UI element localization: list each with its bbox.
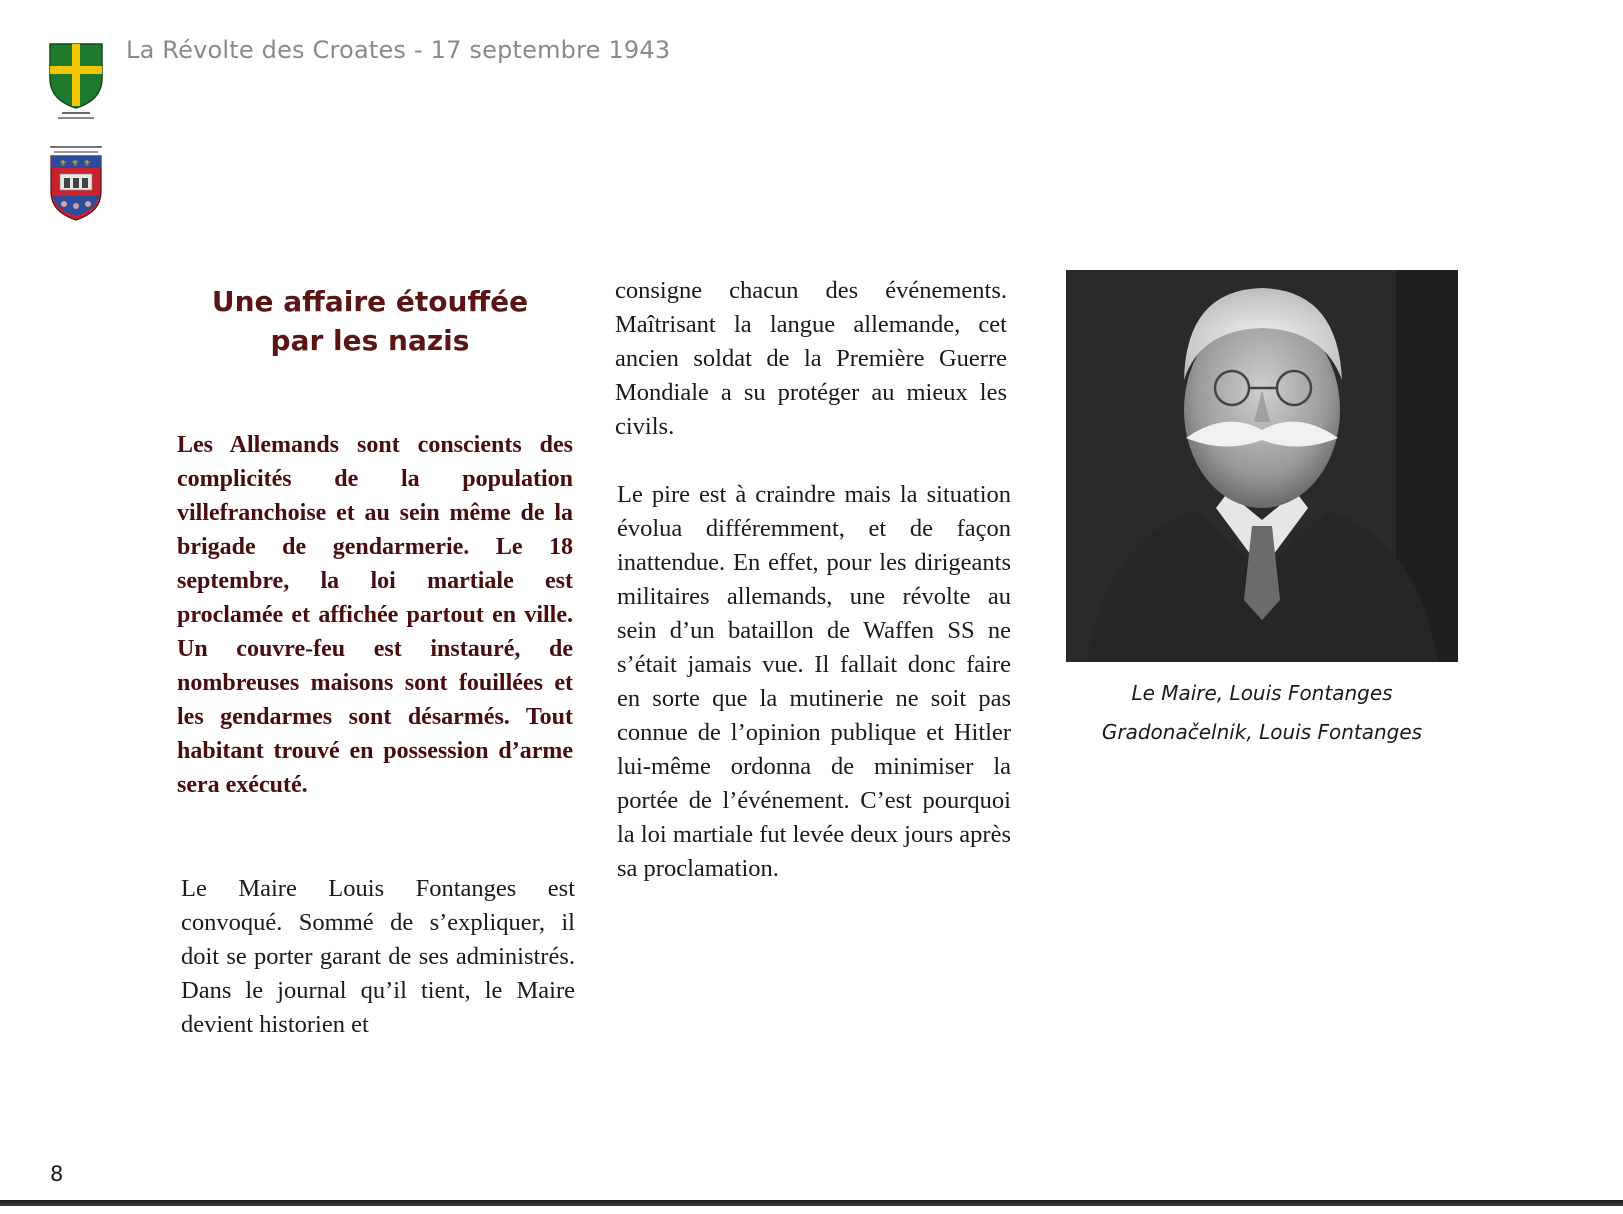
header-title: La Révolte des Croates - 17 septembre 1943 <box>126 36 671 64</box>
crest-villefranche-icon <box>48 144 104 226</box>
page-number: 8 <box>50 1162 64 1186</box>
photo-caption-line2: Gradonačelnik, Louis Fontanges <box>1101 720 1423 744</box>
section-heading-line2: par les nazis <box>270 324 470 357</box>
body-paragraph-middle-1-text: consigne chacun des événements. Maîtrisant la langue allemande, cet ancien soldat de la Première Guerre Mondiale a su protéger au mieux les civils. <box>615 277 1007 440</box>
photo-caption <box>1066 674 1458 752</box>
crest-cross-icon <box>48 42 104 124</box>
body-paragraph-left <box>181 872 575 1042</box>
body-paragraph-middle-2-text: Le pire est à craindre mais la situation évolua différemment, et de façon inattendue. En effet, pour les dirigeants militaires allemands, une révolte au sein d’un bataillon de Waffen SS ne s’était jamais vue. Il fallait donc faire en sorte que la mutinerie ne soit pas connue de l’opinion publique et Hitler lui-même ordonna de minimiser la portée de l’événement. C’est pourquoi la loi martiale fut levée deux jours après sa proclamation. <box>617 481 1011 882</box>
svg-text:⚜: ⚜ <box>71 159 80 169</box>
bottom-rule <box>0 1200 1623 1206</box>
photo-caption-line1: Le Maire, Louis Fontanges <box>1131 681 1393 705</box>
body-paragraph-middle-2 <box>617 478 1011 886</box>
body-paragraph-left-text: Le Maire Louis Fontanges est convoqué. Sommé de s’expliquer, il doit se porter garant de ses administrés. Dans le journal qu’il tient, le Maire devient historien et <box>181 875 575 1038</box>
section-heading-line1: Une affaire étouffée <box>211 285 529 318</box>
section-heading <box>170 282 570 360</box>
svg-text:⚜: ⚜ <box>83 159 92 169</box>
svg-text:⚜: ⚜ <box>59 159 68 169</box>
body-paragraph-middle-1 <box>615 274 1007 444</box>
lead-paragraph <box>177 428 573 802</box>
lead-paragraph-text: Les Allemands sont conscients des complicités de la population villefranchoise et au sein même de la brigade de gendarmerie. Le 18 septembre, la loi martiale est proclamée et affichée partout en ville. Un couvre-feu est instauré, de nombreuses maisons sont fouillées et les gendarmes sont désarmés. Tout habitant trouvé en possession d’arme sera exécuté. <box>177 432 573 798</box>
portrait-photo-icon <box>1066 270 1458 662</box>
